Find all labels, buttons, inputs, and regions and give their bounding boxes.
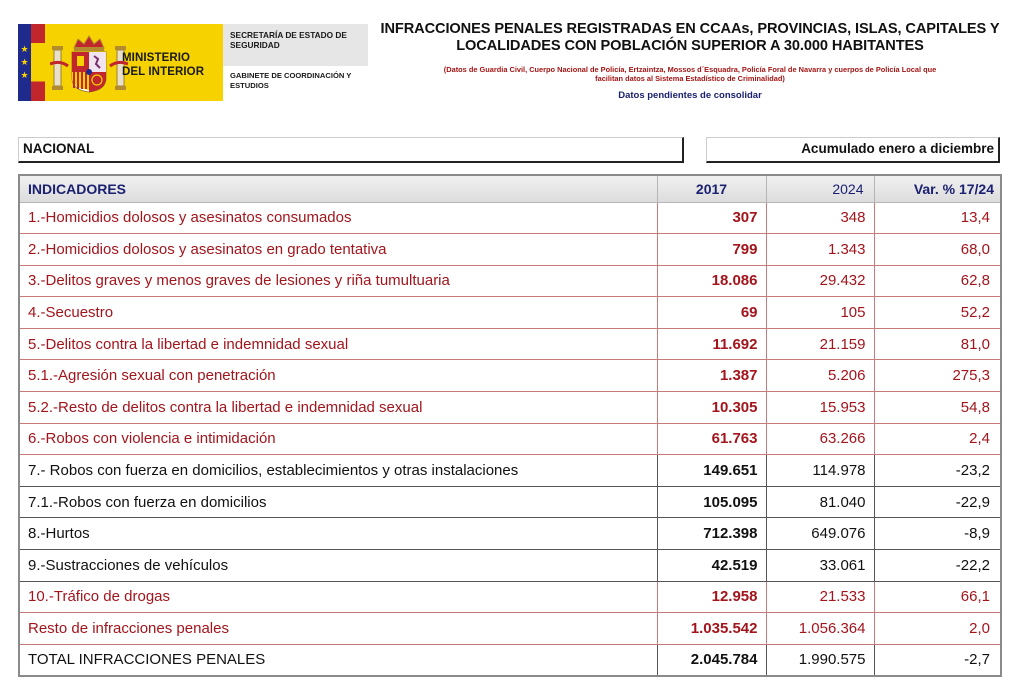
variation-cell: 62,8 [874, 265, 1001, 297]
value-2017-cell: 712.398 [657, 518, 766, 550]
value-2017-cell: 1.387 [657, 360, 766, 392]
variation-cell: -23,2 [874, 455, 1001, 487]
value-2017-cell: 11.692 [657, 328, 766, 360]
variation-cell: 52,2 [874, 297, 1001, 329]
logo-flag-panel [18, 24, 223, 101]
indicator-cell: 3.-Delitos graves y menos graves de lesiones y riña tumultuaria [19, 265, 657, 297]
value-2017-cell: 149.651 [657, 455, 766, 487]
column-header-2017: 2017 [657, 175, 766, 202]
value-2017-cell: 61.763 [657, 423, 766, 455]
variation-cell: -8,9 [874, 518, 1001, 550]
table-row [19, 392, 1001, 424]
variation-cell: 81,0 [874, 328, 1001, 360]
table-row [19, 550, 1001, 582]
pending-consolidation-note: Datos pendientes de consolidar [618, 90, 762, 101]
table-row [19, 423, 1001, 455]
value-2017-cell: 1.035.542 [657, 613, 766, 645]
value-2024-cell: 105 [766, 297, 874, 329]
table-body [19, 202, 1001, 676]
page-title: INFRACCIONES PENALES REGISTRADAS EN CCAAs, PROVINCIAS, ISLAS, CAPITALES Y LOCALIDADES CON POBLACIÓN SUPERIOR A 30.000 HABITANTES [380, 21, 1000, 54]
logo-department-panel [223, 24, 368, 101]
indicator-cell: 6.-Robos con violencia e intimidación [19, 423, 657, 455]
variation-cell: 66,1 [874, 581, 1001, 613]
table-row [19, 265, 1001, 297]
value-2024-cell: 33.061 [766, 550, 874, 582]
value-2017-cell: 18.086 [657, 265, 766, 297]
indicator-cell: 7.1.-Robos con fuerza en domicilios [19, 486, 657, 518]
value-2024-cell: 5.206 [766, 360, 874, 392]
table-row [19, 613, 1001, 645]
value-2024-cell: 1.343 [766, 234, 874, 266]
indicator-cell: 4.-Secuestro [19, 297, 657, 329]
crime-statistics-table [18, 174, 1002, 677]
value-2024-cell: 1.990.575 [766, 644, 874, 676]
table-row [19, 328, 1001, 360]
indicator-cell: 7.- Robos con fuerza en domicilios, establecimientos y otras instalaciones [19, 455, 657, 487]
ministry-name: MINISTERIO DEL INTERIOR [122, 52, 205, 78]
value-2017-cell: 12.958 [657, 581, 766, 613]
value-2017-cell: 799 [657, 234, 766, 266]
variation-cell: 275,3 [874, 360, 1001, 392]
ministry-logo [18, 24, 368, 101]
secretariat-label: SECRETARÍA DE ESTADO DE SEGURIDAD [223, 24, 368, 66]
table-row [19, 644, 1001, 676]
variation-cell: -22,9 [874, 486, 1001, 518]
variation-cell: -22,2 [874, 550, 1001, 582]
value-2024-cell: 1.056.364 [766, 613, 874, 645]
data-sources-note: (Datos de Guardia Civil, Cuerpo Nacional de Policía, Ertzaintza, Mossos d´Esquadra, Policía Foral de Navarra y cuerpos de Policía Local que facilitan datos al Sistema Estadístico de Criminalidad) [443, 65, 937, 83]
indicator-cell: 2.-Homicidios dolosos y asesinatos en grado tentativa [19, 234, 657, 266]
value-2017-cell: 69 [657, 297, 766, 329]
variation-cell: 54,8 [874, 392, 1001, 424]
value-2024-cell: 21.533 [766, 581, 874, 613]
variation-cell: -2,7 [874, 644, 1001, 676]
indicator-cell: Resto de infracciones penales [19, 613, 657, 645]
column-header-indicators: INDICADORES [19, 175, 657, 202]
value-2024-cell: 649.076 [766, 518, 874, 550]
value-2017-cell: 105.095 [657, 486, 766, 518]
table-row [19, 486, 1001, 518]
value-2024-cell: 63.266 [766, 423, 874, 455]
value-2024-cell: 114.978 [766, 455, 874, 487]
indicator-cell: 8.-Hurtos [19, 518, 657, 550]
spain-coat-of-arms-icon [50, 34, 128, 94]
table-row [19, 360, 1001, 392]
eu-stars-icon: ★ ★ ★ [18, 24, 31, 101]
variation-cell: 2,0 [874, 613, 1001, 645]
report-header [372, 21, 1008, 101]
value-2024-cell: 15.953 [766, 392, 874, 424]
spain-flag-stripe [31, 24, 45, 101]
variation-cell: 13,4 [874, 202, 1001, 234]
table-row [19, 202, 1001, 234]
indicator-cell: 5.1.-Agresión sexual con penetración [19, 360, 657, 392]
value-2024-cell: 21.159 [766, 328, 874, 360]
table-row [19, 455, 1001, 487]
indicator-cell: 1.-Homicidios dolosos y asesinatos consumados [19, 202, 657, 234]
flag-stripes [18, 24, 45, 101]
table-row [19, 581, 1001, 613]
indicator-cell: 5.-Delitos contra la libertad e indemnidad sexual [19, 328, 657, 360]
table-row [19, 297, 1001, 329]
column-header-2024: 2024 [766, 175, 874, 202]
indicator-cell: 5.2.-Resto de delitos contra la libertad e indemnidad sexual [19, 392, 657, 424]
column-header-variation: Var. % 17/24 [874, 175, 1001, 202]
value-2024-cell: 348 [766, 202, 874, 234]
indicator-cell: TOTAL INFRACCIONES PENALES [19, 644, 657, 676]
value-2017-cell: 42.519 [657, 550, 766, 582]
cabinet-label: GABINETE DE COORDINACIÓN Y ESTUDIOS [230, 71, 352, 90]
table-row [19, 518, 1001, 550]
variation-cell: 2,4 [874, 423, 1001, 455]
indicator-cell: 10.-Tráfico de drogas [19, 581, 657, 613]
period-selector[interactable]: Acumulado enero a diciembre [706, 137, 1000, 163]
value-2017-cell: 307 [657, 202, 766, 234]
variation-cell: 68,0 [874, 234, 1001, 266]
indicator-cell: 9.-Sustracciones de vehículos [19, 550, 657, 582]
value-2017-cell: 2.045.784 [657, 644, 766, 676]
value-2017-cell: 10.305 [657, 392, 766, 424]
region-selector[interactable]: NACIONAL [18, 137, 684, 163]
table-row [19, 234, 1001, 266]
value-2024-cell: 81.040 [766, 486, 874, 518]
table-header-row [19, 175, 1001, 202]
value-2024-cell: 29.432 [766, 265, 874, 297]
